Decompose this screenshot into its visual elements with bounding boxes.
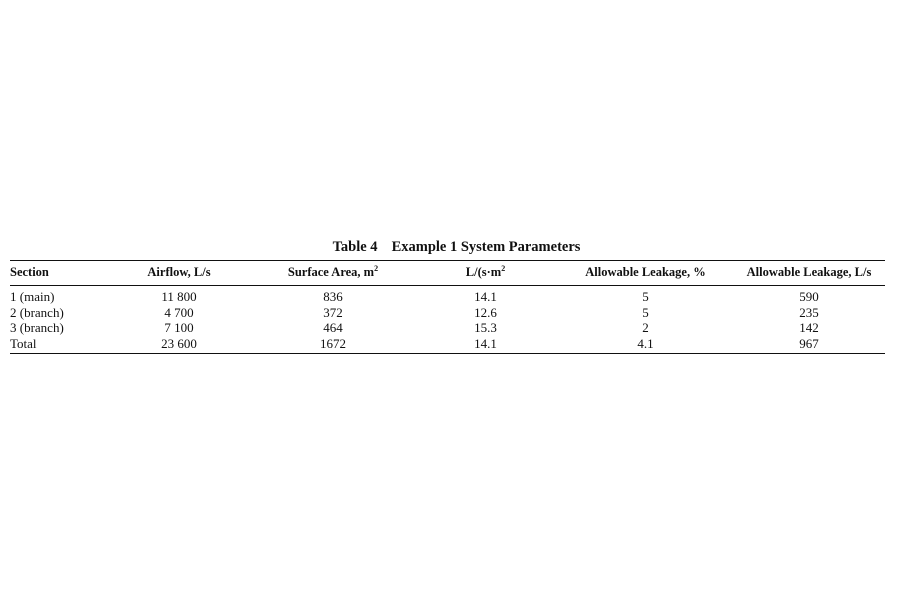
table-row-total: [10, 336, 885, 354]
system-parameters-table: [10, 260, 885, 354]
cell-section: 1 (main): [10, 289, 55, 304]
cell-airflow: 23 600: [161, 335, 197, 351]
cell-leakage-flow: 590: [799, 289, 819, 304]
header-section: Section: [10, 265, 49, 279]
table-row: [10, 286, 885, 305]
table-row: [10, 305, 885, 321]
cell-section: 2 (branch): [10, 304, 64, 320]
cell-surface-area: 372: [323, 304, 343, 320]
cell-airflow: 7 100: [164, 320, 194, 335]
header-row: [10, 261, 885, 286]
cell-section: Total: [10, 335, 37, 351]
table-row: [10, 320, 885, 336]
cell-surface-area: 1672: [320, 335, 346, 351]
header-allowable-leakage-flow: Allowable Leakage, L/s: [746, 265, 872, 279]
cell-leakage-flow: 967: [799, 335, 819, 351]
cell-flow-per-area: 12.6: [474, 304, 497, 320]
header-airflow: Airflow, L/s: [147, 265, 211, 279]
cell-section: 3 (branch): [10, 320, 64, 335]
cell-airflow: 4 700: [164, 304, 194, 320]
cell-airflow: 11 800: [161, 289, 197, 304]
header-allowable-leakage-percent: Allowable Leakage, %: [585, 265, 706, 279]
cell-surface-area: 464: [323, 320, 343, 335]
cell-leakage-flow: 235: [799, 304, 819, 320]
header-flow-per-area: $L/(s\cdot m^2$: [465, 263, 506, 279]
cell-leakage-percent: 5: [642, 304, 649, 320]
cell-flow-per-area: 14.1: [474, 335, 497, 351]
table-title: Example 1 System Parameters: [391, 239, 581, 255]
header-surface-area: Surface Area, $m^2$: [287, 263, 379, 279]
cell-leakage-percent: 4.1: [637, 335, 654, 351]
cell-leakage-percent: 2: [642, 320, 649, 335]
header-surface-area-sup: 2: [374, 263, 379, 273]
cell-flow-per-area: 15.3: [474, 320, 497, 335]
header-flow-per-area-sup: 2: [501, 263, 506, 273]
cell-leakage-flow: 142: [799, 320, 819, 335]
cell-flow-per-area: 14.1: [474, 289, 497, 304]
cell-surface-area: 836: [323, 289, 343, 304]
table-container: [10, 238, 885, 354]
table-number: Table 4: [332, 239, 378, 255]
table-caption: [10, 238, 885, 256]
cell-leakage-percent: 5: [642, 289, 649, 304]
